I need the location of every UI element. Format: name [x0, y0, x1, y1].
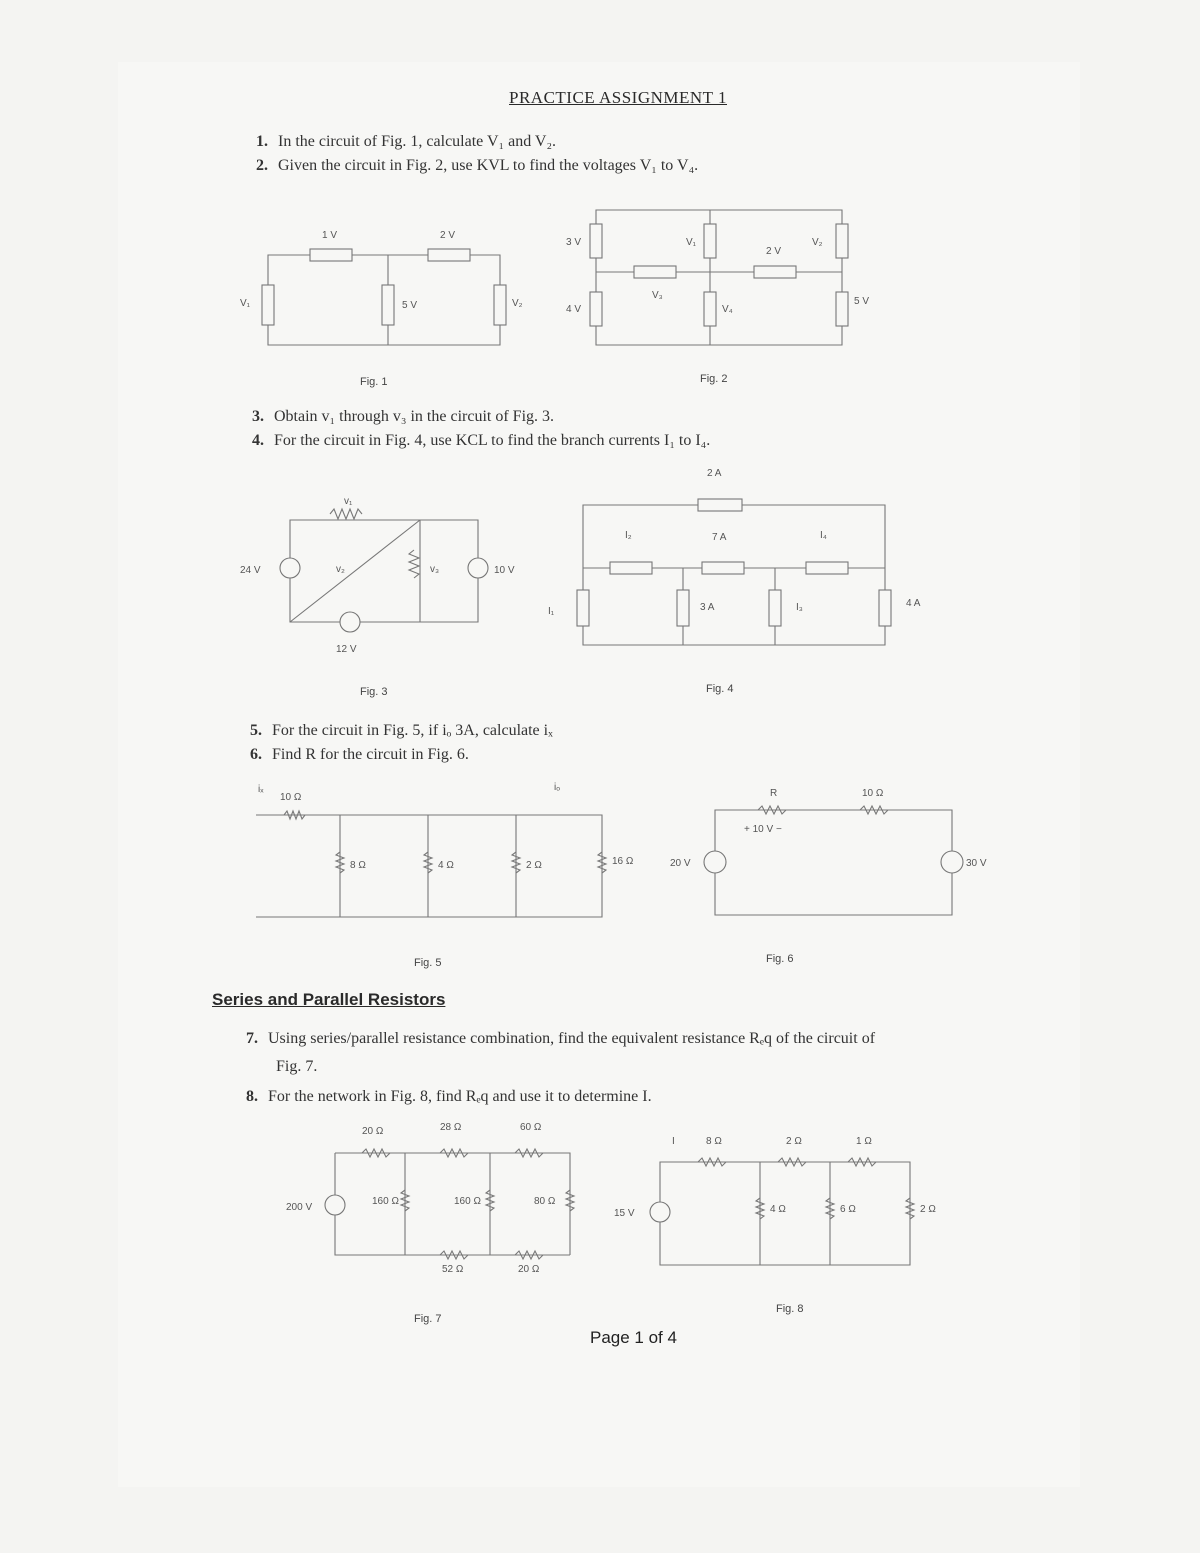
- question-1: 1. In the circuit of Fig. 1, calculate V₁ and V₂.: [256, 133, 557, 150]
- fig8-label-2: 8 Ω: [706, 1136, 722, 1147]
- figure-3-circuit: [240, 496, 515, 698]
- fig1-label-2: 2 V: [440, 230, 456, 241]
- fig8-label-8: 2 Ω: [920, 1204, 936, 1215]
- fig1-label-4: V₁: [240, 298, 251, 309]
- fig6-label-5: 30 V: [966, 858, 987, 869]
- fig2-label-1: 3 V: [566, 237, 582, 248]
- fig1-label-3: 5 V: [402, 300, 418, 311]
- page-title: PRACTICE ASSIGNMENT 1: [509, 88, 727, 107]
- fig4-label-3: I₂: [625, 530, 632, 541]
- fig8-label-7: 6 Ω: [840, 1204, 856, 1215]
- figure-5-circuit: [256, 782, 634, 969]
- fig3-caption: Fig. 3: [360, 686, 388, 698]
- fig6-caption: Fig. 6: [766, 953, 794, 965]
- question-7: 7. Using series/parallel resistance combination, find the equivalent resistance Rₑq of the circuit of: [246, 1030, 876, 1047]
- question-5: 5. For the circuit in Fig. 5, if iₒ 3A, calculate iₓ: [250, 722, 553, 739]
- fig5-label-4: 8 Ω: [350, 860, 366, 871]
- fig4-label-8: 4 A: [906, 598, 921, 609]
- figure-7-circuit: [286, 1122, 574, 1325]
- fig2-label-8: 5 V: [854, 296, 870, 307]
- fig2-label-6: V₃: [652, 290, 663, 301]
- section-heading: Series and Parallel Resistors: [212, 990, 446, 1009]
- question-2: 2. Given the circuit in Fig. 2, use KVL to find the voltages V₁ to V₄.: [256, 157, 699, 174]
- fig8-caption: Fig. 8: [776, 1303, 804, 1315]
- fig4-label-7: I₃: [796, 602, 803, 613]
- fig4-label-4: I₄: [820, 530, 827, 541]
- fig5-caption: Fig. 5: [414, 957, 442, 969]
- question-6: 6. Find R for the circuit in Fig. 6.: [250, 746, 469, 763]
- fig1-label-5: V₂: [512, 298, 523, 309]
- fig7-label-3: 60 Ω: [520, 1122, 542, 1133]
- fig7-label-7: 80 Ω: [534, 1196, 556, 1207]
- fig2-label-5: 4 V: [566, 304, 582, 315]
- fig8-label-5: 15 V: [614, 1208, 635, 1219]
- fig4-caption: Fig. 4: [706, 683, 734, 695]
- fig7-label-9: 20 Ω: [518, 1264, 540, 1275]
- fig7-label-2: 28 Ω: [440, 1122, 462, 1133]
- fig3-label-2: v₁: [344, 496, 353, 507]
- fig2-label-7: V₄: [722, 304, 733, 315]
- fig7-label-4: 200 V: [286, 1202, 313, 1213]
- question-7-continued: Fig. 7.: [276, 1058, 318, 1075]
- fig4-label-2: 7 A: [712, 532, 727, 543]
- figure-2-circuit: [566, 210, 869, 385]
- fig7-caption: Fig. 7: [414, 1313, 442, 1325]
- fig2-label-3: V₂: [812, 237, 823, 248]
- fig6-label-4: 20 V: [670, 858, 691, 869]
- fig6-label-3: + 10 V −: [744, 824, 782, 835]
- fig5-label-3: iₒ: [554, 782, 560, 793]
- fig6-label-2: 10 Ω: [862, 788, 884, 799]
- figure-8-circuit: [614, 1136, 936, 1315]
- fig8-label-3: 2 Ω: [786, 1136, 802, 1147]
- fig2-label-4: 2 V: [766, 246, 782, 257]
- fig3-label-1: 24 V: [240, 565, 261, 576]
- fig6-label-1: R: [770, 788, 778, 799]
- question-8: 8. For the network in Fig. 8, find Rₑq and use it to determine I.: [246, 1088, 652, 1105]
- figure-6-circuit: [670, 788, 987, 965]
- fig3-label-4: v₃: [430, 564, 440, 575]
- fig5-label-1: iₓ: [258, 784, 264, 795]
- figure-4-circuit: [548, 468, 921, 695]
- fig3-label-5: 10 V: [494, 565, 515, 576]
- fig7-label-5: 160 Ω: [372, 1196, 399, 1207]
- fig3-label-3: v₂: [336, 564, 345, 575]
- fig3-label-6: 12 V: [336, 644, 357, 655]
- figure-1-circuit: [240, 230, 523, 388]
- fig4-label-1: 2 A: [707, 468, 722, 479]
- fig7-label-8: 52 Ω: [442, 1264, 464, 1275]
- question-3: 3. Obtain v₁ through v₃ in the circuit of Fig. 3.: [252, 408, 555, 425]
- page-number: Page 1 of 4: [590, 1328, 677, 1347]
- fig8-label-4: 1 Ω: [856, 1136, 872, 1147]
- fig5-label-7: 16 Ω: [612, 856, 634, 867]
- fig7-label-6: 160 Ω: [454, 1196, 481, 1207]
- fig2-label-2: V₁: [686, 237, 697, 248]
- fig5-label-5: 4 Ω: [438, 860, 454, 871]
- fig1-caption: Fig. 1: [360, 376, 388, 388]
- fig5-label-2: 10 Ω: [280, 792, 302, 803]
- question-4: 4. For the circuit in Fig. 4, use KCL to find the branch currents I₁ to I₄.: [252, 432, 711, 449]
- fig5-label-6: 2 Ω: [526, 860, 542, 871]
- fig2-caption: Fig. 2: [700, 373, 728, 385]
- fig4-label-5: I₁: [548, 606, 555, 617]
- fig1-label-1: 1 V: [322, 230, 338, 241]
- fig4-label-6: 3 A: [700, 602, 715, 613]
- fig8-label-1: I: [672, 1136, 675, 1147]
- fig8-label-6: 4 Ω: [770, 1204, 786, 1215]
- fig7-label-1: 20 Ω: [362, 1126, 384, 1137]
